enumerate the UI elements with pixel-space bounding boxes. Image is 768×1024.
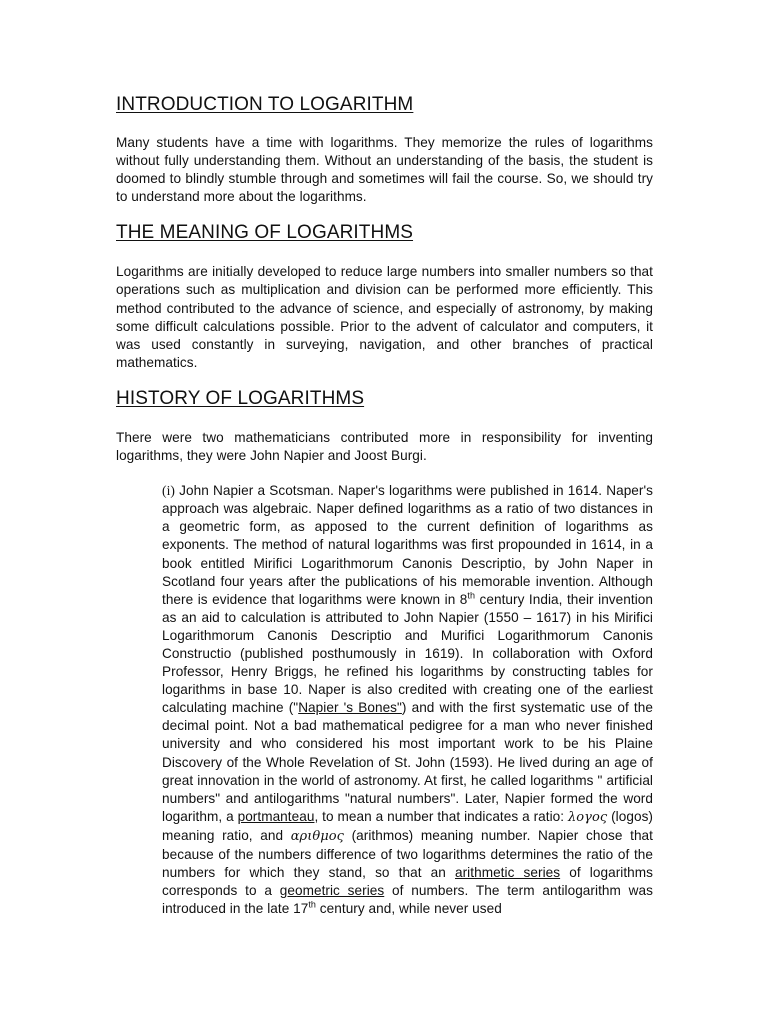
superscript-th: th: [308, 899, 316, 910]
text-segment: John Napier a Scotsman. Naper's logarithms were published in 1614. Naper's approach was algebraic. Naper defined logarithms as a ratio of two distances in a geometric form, as apposed to the current definition of logarithms as exponents. The method of natural logarithms was first propounded in 1614, in a book entitled Mirifici Logarithmorum Canonis Descriptio, by John Naper in Scotland four years after the publications of his memorable invention. Although there is evidence that logarithms were known in 8: [162, 483, 653, 607]
text-segment: (arithmos) meaning number. Napier chose that because of the numbers difference of two logarithms determines the ratio of the numbers for which they stand, so that an: [162, 827, 653, 881]
text-segment: ) and with the first systematic use of the decimal point. Not a bad mathematical pedigree for a man who never finished university and who considered his most important work to be his Plaine Discovery of the Whole Revelation of St. John (1593). He lived during an age of great innovation in the world of astronomy. At first, he called logarithms " artificial numbers" and antilogarithms "natural numbers". Later, Napier formed the word logarithm, a: [162, 700, 653, 824]
paragraph-meaning: Logarithms are initially developed to reduce large numbers into smaller numbers so that operations such as multiplication and division can be performed more efficiently. This method contributed to the advance of science, and especially of astronomy, by making some difficult calculations possible. Prior to the advent of calculator and computers, it was used constantly in surveying, navigation, and other branches of practical mathematics.: [116, 264, 653, 370]
heading-history: HISTORY OF LOGARITHMS: [116, 387, 365, 409]
list-item-napier: [162, 482, 653, 918]
paragraph-history: There were two mathematicians contributed more in responsibility for inventing logarithms, they were John Napier and Joost Burgi.: [116, 429, 653, 464]
greek-arithmos: αριθμος: [290, 828, 344, 844]
link-portmanteau[interactable]: portmanteau: [237, 808, 315, 824]
superscript-th: th: [467, 590, 476, 601]
text-segment: of numbers. The term antilogarithm was introduced in the late 17: [162, 883, 653, 917]
link-arithmetic-series[interactable]: arithmetic series: [455, 865, 561, 881]
text-segment: , to mean a number that indicates a ratio:: [314, 808, 569, 824]
paragraph-introduction: Many students have a time with logarithms. They memorize the rules of logarithms without fully understanding them. Without an understanding of the basis, the student is doomed to blindly stumble through and sometimes will fail the course. So, we should try to understand more about the logarithms.: [116, 135, 653, 205]
link-napiers-bones[interactable]: Napier 's Bones": [298, 700, 402, 716]
text-segment: of logarithms corresponds to a: [162, 865, 653, 899]
document-page: [116, 92, 653, 918]
text-segment: (logos) meaning ratio, and: [162, 808, 654, 843]
heading-meaning: THE MEANING OF LOGARITHMS: [116, 222, 414, 244]
text-segment: century India, their invention as an aid to calculation is attributed to John Napier (1550 – 1617) in his Mirifici Logarithmorum Canonis Descriptio and Murifici Logarithmorum Canonis Constructio (published posthumously in 1619). In collaboration with Oxford Professor, Henry Briggs, he refined his logarithms by constructing tables for logarithms in base 10. Naper is also credited with creating one of the earliest calculating machine (": [162, 591, 653, 716]
text-segment: century and, while never used: [315, 901, 502, 917]
heading-introduction: INTRODUCTION TO LOGARITHM: [116, 94, 414, 115]
greek-logos: λογος: [568, 809, 608, 825]
link-geometric-series[interactable]: geometric series: [279, 883, 385, 899]
list-marker: (i): [162, 483, 175, 499]
